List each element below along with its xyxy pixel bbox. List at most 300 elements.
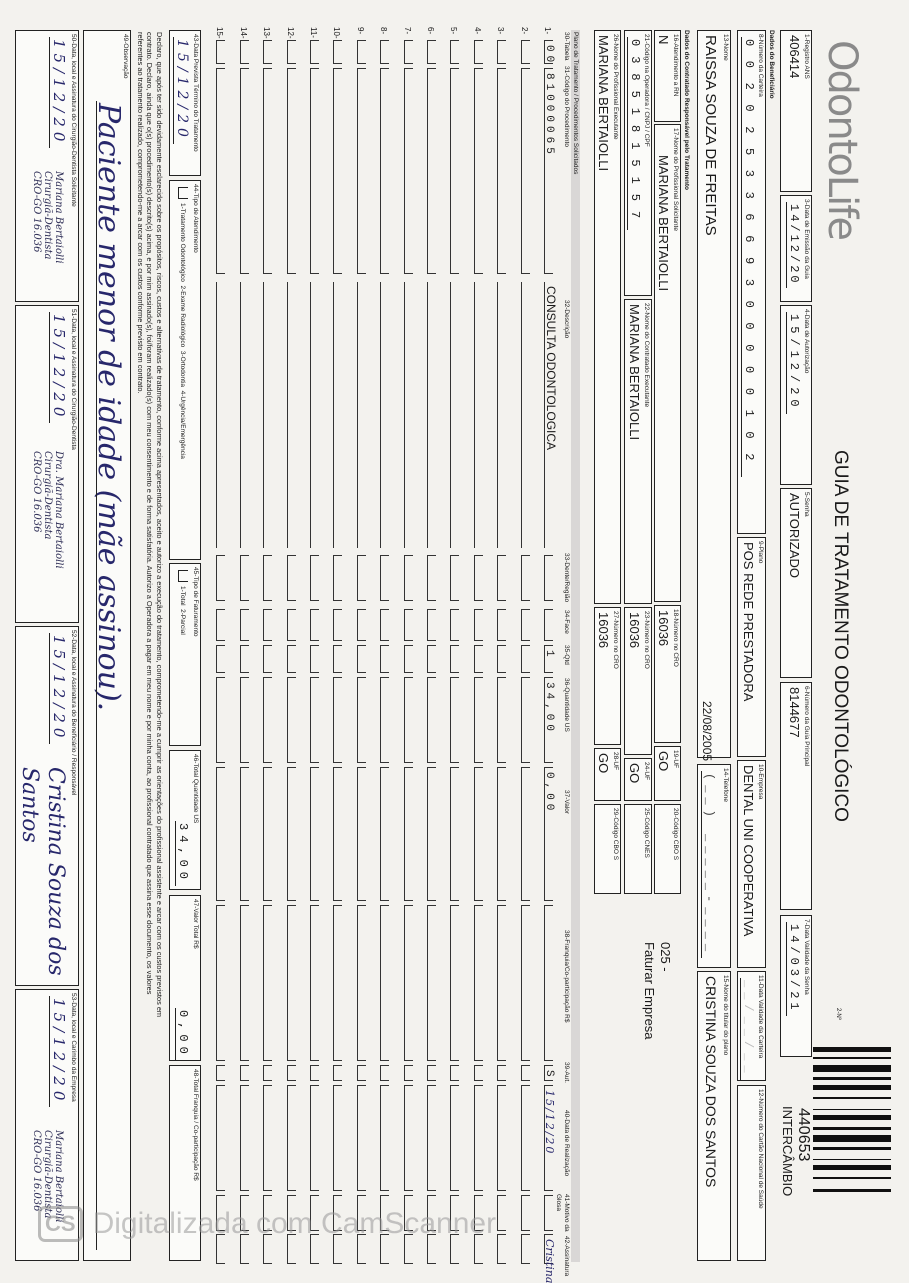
camscanner-logo-icon: CS [38,1206,83,1242]
cell-data[interactable] [357,1085,366,1191]
label: 4-Data de Autorização [803,309,810,374]
cell-qtd_us[interactable] [310,677,319,763]
cell-descricao[interactable] [310,282,321,548]
column-header-assinatura: 42-Assinatura [563,1236,570,1277]
cell-codigo[interactable] [240,68,249,274]
logo: OdontoLife [819,40,865,239]
cell-dente[interactable] [333,555,342,601]
value: GO [656,751,671,772]
label: 23-Número no CRO [643,611,650,669]
registro-ans-field[interactable] [780,30,812,192]
label: 20-Código CBO S [672,808,679,861]
guia-principal-field[interactable] [780,682,812,910]
cell-dente[interactable] [497,555,506,601]
cell-descricao[interactable] [474,282,485,548]
label: 27-Número no CRO [612,611,619,669]
cell-face[interactable] [380,609,389,641]
value: MARIANA BERTAIOLLI [627,304,642,441]
cell-data[interactable] [404,1085,413,1191]
form-title: GUIA DE TRATAMENTO ODONTOLÓGICO [830,450,851,822]
label: 49-Observação [122,34,129,79]
label: 45-Tipo de Faturamento [192,567,199,637]
barcode-bar [813,1077,891,1080]
codigo-operadora-field[interactable] [624,30,652,296]
cell-face[interactable] [497,609,506,641]
cell-valor[interactable] [474,767,483,901]
row-number: 6- [426,27,435,35]
observacao-field[interactable] [83,30,131,1261]
cell-face[interactable] [357,609,366,641]
cell-data[interactable]: 15/12/20 [544,1085,553,1191]
label: 48-Total Franquia / Co-participação R$ [192,1069,199,1181]
cell-codigo[interactable] [310,68,319,274]
cell-tabela[interactable] [450,40,459,64]
value: (__) _____-____ [702,773,716,957]
plano-field[interactable] [737,537,766,757]
value: 16036 [596,612,611,649]
label: 44-Tipo de Atendimento [192,184,199,253]
barcode-bar [813,1147,891,1150]
cell-data[interactable] [380,1085,389,1191]
cell-data[interactable] [287,1085,296,1191]
cell-valor[interactable] [404,767,413,901]
faturamento-note-code: 025 - [658,942,673,972]
cell-qtd[interactable]: 1 [544,645,553,673]
profissional-executante-field[interactable] [594,30,621,604]
cell-qtd_us[interactable] [427,677,436,763]
cell-qtd_us[interactable] [333,677,342,763]
cell-franquia[interactable] [497,905,506,1061]
declaration-line: Declaro, que após ter sido devidamente esclarecido sobre os propósitos, riscos, custos e alternativas de tratamento, conforme acima apresentados, aceito e autorizo a execução do tratamento, comprometendo-me a cumprir as orientações do profissional assistente e arcar com os custos previstos em [155,32,164,1018]
birth-date: 22/08/2005 [700,701,714,762]
barcode-bar [813,1159,891,1161]
cell-aut[interactable] [333,1065,342,1081]
telefone-field[interactable] [697,764,731,968]
profissional-solicitante-field[interactable] [654,124,681,602]
cro-contratado-field[interactable] [624,607,652,755]
cell-codigo[interactable] [450,68,459,274]
cell-codigo[interactable] [404,68,413,274]
cnes-field[interactable] [624,804,652,894]
label: 10-Empresa [757,764,764,800]
cell-valor[interactable] [263,767,272,901]
stamp-title: Cirurgiã-Dentista [42,1130,53,1219]
cell-face[interactable] [544,609,553,641]
row-number: 4- [472,27,482,35]
cro-solicitante-field[interactable] [654,605,681,743]
cell-aut[interactable] [450,1065,459,1081]
cell-tabela[interactable] [263,40,272,64]
cell-qtd_us[interactable] [450,677,459,763]
atendimento-rn-field[interactable] [654,30,681,122]
barcode-bar [813,1127,891,1130]
valor-total-field[interactable] [169,895,201,1061]
cell-qtd[interactable] [310,645,319,673]
data-autorizacao-field[interactable] [780,305,812,485]
checkbox[interactable] [178,570,188,582]
value: 14/12/20 [787,204,801,286]
row-number: 11- [309,27,318,38]
cell-codigo[interactable] [216,68,225,274]
cell-qtd_us[interactable] [521,677,530,763]
tipo-atendimento-field[interactable] [169,180,201,560]
cell-tabela[interactable] [380,40,389,64]
cell-data[interactable] [310,1085,319,1191]
cell-data[interactable] [497,1085,506,1191]
cell-qtd[interactable] [427,645,436,673]
cell-valor[interactable] [427,767,436,901]
date: 15/12/20 [50,998,68,1106]
cell-dente[interactable] [310,555,319,601]
barcode-bar [813,1177,891,1179]
cell-tabela[interactable] [404,40,413,64]
cell-face[interactable] [240,609,249,641]
cell-aut[interactable] [287,1065,296,1081]
barcode-bar [813,1057,891,1059]
value: 8144677 [787,687,802,738]
cell-qtd_us[interactable]: 34,00 [544,677,553,763]
label: 24-UF [643,762,650,781]
cell-franquia[interactable] [333,905,342,1061]
cell-codigo[interactable] [263,68,272,274]
cell-franquia[interactable] [450,905,459,1061]
cell-valor[interactable]: 0,00 [544,767,553,901]
cell-assinatura[interactable] [497,1234,506,1264]
cell-face[interactable] [521,609,530,641]
cell-codigo[interactable] [497,68,506,274]
cell-aut[interactable] [240,1065,249,1081]
label: 53-Data, local e Carimbo da Empresa [70,993,77,1102]
cell-dente[interactable] [263,555,272,601]
value: AUTORIZADO [787,493,802,578]
cell-franquia[interactable] [404,905,413,1061]
cell-data[interactable] [333,1085,342,1191]
cell-qtd_us[interactable] [380,677,389,763]
cell-qtd[interactable] [333,645,342,673]
label: 3-Data de Emissão da Guia [803,199,810,279]
label: 14-Telefone [722,768,729,802]
cell-tabela[interactable] [310,40,319,64]
cell-dente[interactable] [287,555,296,601]
cell-aut[interactable] [404,1065,413,1081]
cell-aut[interactable] [497,1065,506,1081]
value: Paciente menor de idade (mãe assinou). [91,103,126,712]
cell-valor[interactable] [497,767,506,901]
barcode-bar [813,1135,891,1141]
cell-face[interactable] [216,609,225,641]
cell-qtd[interactable] [380,645,389,673]
label: 21-Código na Operadora / CNPJ / CPF [643,34,650,147]
cell-face[interactable] [287,609,296,641]
guia-number: 440653 [795,1108,812,1162]
cell-face[interactable] [310,609,319,641]
cell-qtd[interactable] [450,645,459,673]
cell-aut[interactable] [427,1065,436,1081]
label: 9-Plano [757,541,764,564]
cell-codigo[interactable] [333,68,342,274]
cell-descricao[interactable] [240,282,251,548]
row-number: 5- [449,27,459,35]
assinatura-solicitante-field[interactable] [15,30,79,302]
date: 15/12/20 [50,39,68,147]
empresa-field[interactable] [737,760,766,968]
barcode-bar [813,1165,891,1170]
cell-dente[interactable] [521,555,530,601]
row-number: 10- [332,27,342,39]
cell-franquia[interactable] [544,905,553,1061]
cell-data[interactable] [263,1085,272,1191]
cell-franquia[interactable] [380,905,389,1061]
cbo-executante-field[interactable] [594,804,621,894]
label: 17-Nome do Profissional Solicitante [672,128,679,231]
cell-glosa[interactable] [521,1195,530,1231]
cell-descricao[interactable] [287,282,298,548]
dentist-stamp [31,451,64,569]
cell-valor[interactable] [380,767,389,901]
cell-assinatura[interactable]: Cristina [544,1234,553,1264]
titular-field[interactable] [697,971,731,1261]
row-number: 14- [238,27,248,39]
label: 22-Nome do Contratado Executante [643,303,650,408]
cell-tabela[interactable] [240,40,249,64]
label: 50-Data, local e Assinatura do Cirurgião-Dentista Solicitante [70,34,77,207]
value: GO [596,753,611,774]
contratado-executante-field[interactable] [624,299,652,604]
cell-tabela[interactable] [333,40,342,64]
cell-dente[interactable] [427,555,436,601]
cell-qtd[interactable] [521,645,530,673]
cell-aut[interactable] [357,1065,366,1081]
stamp-title: Cirurgiã-Dentista [42,171,53,260]
cell-franquia[interactable] [287,905,296,1061]
label: 1-Registro ANS [803,34,810,79]
cell-franquia[interactable] [357,905,366,1061]
stamp-name: Mariana Bertaiolli [53,171,64,264]
cell-qtd[interactable] [216,645,225,673]
row-number: 15- [215,27,225,39]
cell-tabela[interactable] [521,40,530,64]
cns-field[interactable] [737,1085,766,1261]
row-number: 2- [519,27,529,35]
cell-qtd_us[interactable] [287,677,296,763]
cell-descricao[interactable] [427,282,438,548]
cell-codigo[interactable] [474,68,483,274]
cell-descricao[interactable] [263,282,274,548]
cell-codigo[interactable] [521,68,530,274]
cell-face[interactable] [474,609,483,641]
cell-dente[interactable] [450,555,459,601]
cell-qtd_us[interactable] [474,677,483,763]
senha-field[interactable] [780,488,812,678]
cell-dente[interactable] [544,555,553,601]
cell-qtd_us[interactable] [357,677,366,763]
uf-solicitante-field[interactable] [654,746,681,801]
cell-qtd_us[interactable] [497,677,506,763]
validade-carteira-field[interactable] [737,971,766,1081]
value: 15/12/20 [174,39,190,142]
assinatura-beneficiario-field[interactable] [15,626,79,986]
cell-valor[interactable] [357,767,366,901]
cell-qtd_us[interactable] [216,677,225,763]
cell-assinatura[interactable] [521,1234,530,1264]
cell-data[interactable] [521,1085,530,1191]
cell-valor[interactable] [310,767,319,901]
cell-descricao[interactable] [404,282,415,548]
value: 0,00 [176,1010,190,1059]
cell-descricao[interactable] [333,282,344,548]
cell-qtd[interactable] [497,645,506,673]
value: 00202533669300000102 [742,39,756,476]
label: 43-Data Prevista Término do Tratamento [192,34,199,152]
barcode [813,1047,891,1219]
cell-tabela[interactable]: 00 [544,40,553,64]
date: 15/12/20 [50,314,68,422]
cell-franquia[interactable] [474,905,483,1061]
cell-descricao[interactable]: CONSULTA ODONTOLOGICA [544,282,555,548]
uf-executante-field[interactable] [594,748,621,801]
validade-senha-field[interactable] [780,915,812,1057]
cell-qtd_us[interactable] [240,677,249,763]
watermark-text: Digitalizada com CamScanner [92,1207,497,1240]
assinatura-executante-field[interactable] [15,305,79,623]
cell-data[interactable] [240,1085,249,1191]
checkbox[interactable] [178,187,188,199]
cell-aut[interactable] [521,1065,530,1081]
label: 19-UF [672,750,679,769]
cro-executante-field[interactable] [594,607,621,745]
cell-tabela[interactable] [474,40,483,64]
cell-data[interactable] [216,1085,225,1191]
cell-codigo[interactable] [357,68,366,274]
cell-franquia[interactable] [310,905,319,1061]
cell-dente[interactable] [474,555,483,601]
cell-descricao[interactable] [497,282,508,548]
carteira-field[interactable] [737,30,766,534]
cell-tabela[interactable] [357,40,366,64]
nome-field[interactable] [697,30,731,762]
tipo-faturamento-field[interactable] [169,563,201,746]
cell-aut[interactable] [474,1065,483,1081]
cell-dente[interactable] [380,555,389,601]
cell-valor[interactable] [240,767,249,901]
data-emissao-field[interactable] [780,195,812,302]
cell-data[interactable] [474,1085,483,1191]
label: 52-Data, local e Assinatura do Beneficiário / Responsável [70,630,77,796]
faturamento-note-text: Faturar Empresa [642,942,657,1040]
cell-qtd_us[interactable] [404,677,413,763]
cell-dente[interactable] [404,555,413,601]
cell-valor[interactable] [333,767,342,901]
cell-codigo[interactable]: 81000065 [544,68,553,274]
row-number: 3- [496,27,506,35]
cell-face[interactable] [427,609,436,641]
divider [96,101,97,1250]
cell-valor[interactable] [521,767,530,901]
cell-codigo[interactable] [380,68,389,274]
cell-qtd[interactable] [357,645,366,673]
cell-face[interactable] [450,609,459,641]
cell-descricao[interactable] [521,282,532,548]
cell-qtd[interactable] [404,645,413,673]
cell-qtd[interactable] [287,645,296,673]
row-number: 7- [402,27,412,35]
label: 8-Número da Carteira [757,34,764,97]
cell-aut[interactable] [380,1065,389,1081]
cell-tabela[interactable] [427,40,436,64]
cell-franquia[interactable] [216,905,225,1061]
plano-tratamento-band [571,30,580,1262]
cell-valor[interactable] [450,767,459,901]
cell-codigo[interactable] [287,68,296,274]
cell-valor[interactable] [216,767,225,901]
label: 6-Número da Guia Principal [803,686,810,767]
cell-descricao[interactable] [380,282,391,548]
cell-tabela[interactable] [497,40,506,64]
row-number: 1- [543,27,552,35]
barcode-bar [813,1047,891,1052]
cell-descricao[interactable] [357,282,368,548]
cell-face[interactable] [404,609,413,641]
value: 406414 [787,35,802,79]
cell-valor[interactable] [287,767,296,901]
cell-aut[interactable] [263,1065,272,1081]
cbo-solicitante-field[interactable] [654,804,681,894]
cell-glosa[interactable] [497,1195,506,1231]
value: DENTAL UNI COOPERATIVA [741,765,756,937]
column-header-tabela: 30-Tabela [563,32,570,61]
row-number: 13- [262,27,272,39]
row-number: 12- [285,27,295,39]
cell-face[interactable] [333,609,342,641]
uf-contratado-field[interactable] [624,758,652,801]
cell-descricao[interactable] [450,282,461,548]
cell-face[interactable] [263,609,272,641]
cell-qtd[interactable] [474,645,483,673]
data-termino-field[interactable] [169,30,201,176]
stamp-cro: CRO-GO 16.036 [31,451,42,533]
cell-dente[interactable] [357,555,366,601]
cell-franquia[interactable] [263,905,272,1061]
barcode-bar [813,1085,891,1090]
cell-data[interactable] [450,1085,459,1191]
cell-franquia[interactable] [240,905,249,1061]
barcode-bar [813,1065,891,1071]
camscanner-watermark [38,1206,496,1242]
cell-data[interactable] [427,1085,436,1191]
cell-aut[interactable] [310,1065,319,1081]
cell-qtd_us[interactable] [263,677,272,763]
cell-dente[interactable] [216,555,225,601]
cell-codigo[interactable] [427,68,436,274]
cell-glosa[interactable] [544,1195,553,1231]
cell-tabela[interactable] [287,40,296,64]
cell-descricao[interactable] [216,282,227,548]
cell-qtd[interactable] [263,645,272,673]
options: 1-Tratamento Odontológico 2-Exame Radiológico 3-Ortodontia 4-Urgência/Emergência [179,203,186,459]
cell-franquia[interactable] [521,905,530,1061]
cell-dente[interactable] [240,555,249,601]
column-header-qtd_us: 36-Quantidade US [563,678,570,732]
cell-aut[interactable]: S [544,1065,553,1081]
total-us-field[interactable] [169,750,201,890]
stamp-name: Mariana Bertaiolli [53,1130,64,1223]
cell-franquia[interactable] [427,905,436,1061]
cell-tabela[interactable] [216,40,225,64]
label: 47-Valor Total R$ [192,899,199,949]
cell-aut[interactable] [216,1065,225,1081]
label: 15-Nome do titular do plano [722,975,729,1056]
cell-qtd[interactable] [240,645,249,673]
